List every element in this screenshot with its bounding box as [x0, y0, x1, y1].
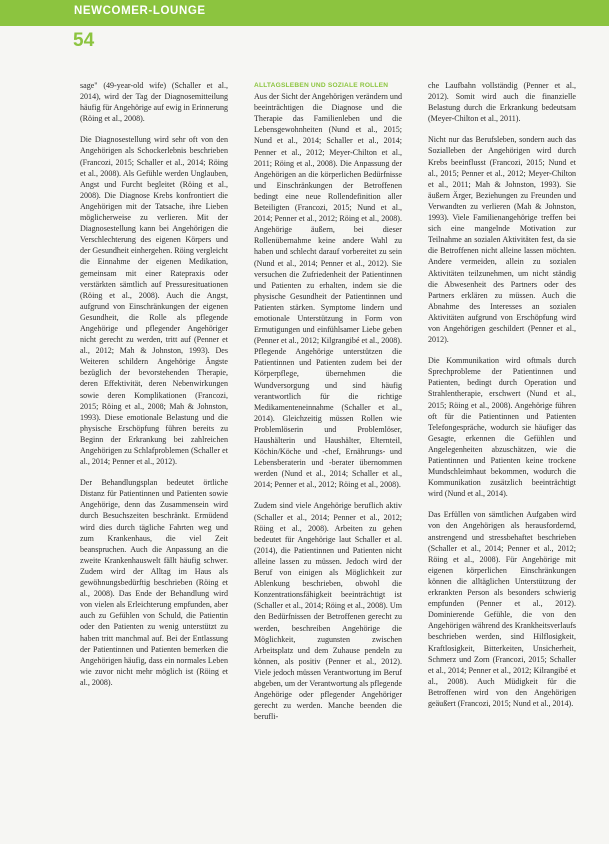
text-column-3 [428, 80, 576, 719]
section-subheading: ALLTAGSLEBEN UND SOZIALE ROLLEN [254, 82, 389, 89]
paragraph: sage" (49-year-old wife) (Schaller et al., 2014), wird der Tag der Diagnosemitteilung häufig für Angehörige auf ewig in Erinnerung (Röing et al., 2008). [80, 81, 228, 124]
paragraph: che Laufbahn vollständig (Penner et al., 2012). Somit wird auch die finanzielle Belastung durch die Erkrankung bedeutsam (Meyer-Chilton et al., 2011). [428, 81, 576, 124]
paragraph: Das Erfüllen von sämtlichen Aufgaben wird von den Angehörigen als herausfordernd, anstrengend und stressbehaftet beschrieben (Schaller et al., 2014; Penner et al., 2012; Röing et al., 2008). Für Angehörige mit eigenen körperlichen Einschränkungen können die alltäglichen Unterstützung der erkrankten Person als besonders schwierig empfunden (Penner et al., 2012). Dominierende Gefühle, die von den Angehörigen während des Krankheitsverlaufs beschrieben werden, sind Hilflosigkeit, Kraftlosigkeit, Bitterkeiten, Unsicherheit, Schmerz und Zorn (Francozi, 2015; Schaller et al., 2014; Penner et al., 2012; Kilrangibé et al., 2008). Auch Müdigkeit für die Betroffenen wird von den Angehörigen geäußert (Francozi, 2015; Nund et al., 2014). [428, 510, 576, 708]
text-column-1 [80, 80, 228, 698]
paragraph: Die Diagnosestellung wird sehr oft von den Angehörigen als Schockerlebnis beschrieben (Francozi, 2015; Schaller et al., 2014; Röing et al., 2008). Als Gefühle werden Unglauben, Angst und Furcht begleitet (Röing et al., 2008). Die Diagnose Krebs konfrontiert die Angehörigen mit der Tatsache, ihre Lieben möglicherweise zu verlieren. Mit der Diagnosestellung kann bei Angehörigen die Verschlechterung des eigenen Körpers und der Gesundheit einhergehen. Röing vergleicht die Einnahme der eigenen Medikation, gemeinsam mit einer Ratepraxis oder verstärkten sämtlich auf Pressuresituationen (Röing et al., 2008). Auch die Angst, aufgrund von Einschränkungen der eigenen Gesundheit, die Rolle als pflegende Angehörige und pflegender Angehöriger nicht gerecht zu werden, tritt auf (Penner et al., 2012; Mah & Johnston, 1993). Des Weiteren schildern Angehörige Ängste bezüglich der bevorstehenden Therapie, deren Effektivität, deren Nebenwirkungen sowie deren Komplikationen (Francozi, 2015; Röing et al., 2008; Mah & Johnston, 1993). Diese emotionale Belastung und die physische Erschöpfung führen bereits zu Beginn der Erkrankung bei zahlreichen Angehörigen zu Schlafproblemen (Schaller et al., 2014; Penner et al., 2012). [80, 135, 228, 467]
paragraph: Der Behandlungsplan bedeutet örtliche Distanz für Patientinnen und Patienten sowie Angehörige, denn das Zusammensein wird durch Besuchszeiten beschränkt. Ermüdend wird dies durch tägliche Fahrten weg und zum Krankenhaus, die viel Zeit beanspruchen. Auch die Anpassung an die zweite Krankenhauswelt fällt häufig schwer. Zudem wird der Alltag im Haus als gewöhnungsbedürftig beschrieben (Röing et al., 2008). Das Ende der Behandlung wird von vielen als Erleichterung empfunden, aber auch zu Gefühlen von Schuld, die Patientin oder den Patienten zu wenig unterstützt zu haben tritt manchmal auf. Bei der Entlassung der Patientinnen und Patienten bemerken die Angehörigen häufig, dass ein normales Leben wie zuvor nicht mehr möglich ist (Röing et al., 2008). [80, 478, 228, 687]
paragraph: Zudem sind viele Angehörige beruflich aktiv (Schaller et al., 2014; Penner et al., 2012; Röing et al., 2008). Arbeiten zu gehen bedeutet für Angehörige laut Schaller et al. (2014), die Patientinnen und Patienten nicht alleine lassen zu müssen. Jedoch wird der Beruf von einigen als Möglichkeit zur Ablenkung beschrieben, obwohl die Konzentrationsfähigkeit beeinträchtigt ist (Schaller et al., 2014; Röing et al., 2008). Um den Bedürfnissen der Betroffenen gerecht zu werden, beschreiben Angehörige die Möglichkeit, zugunsten zwischen Arbeitsplatz und dem Zuhause pendeln zu können, als positiv (Penner et al., 2012). Viele jedoch müssen Verantwortung im Beruf abgeben, um der Verantwortung als pflegende Angehörige oder pflegender Angehöriger gerecht zu werden. Manche beenden die berufli- [254, 501, 402, 722]
page-number: 54 [73, 30, 95, 51]
paragraph: Die Kommunikation wird oftmals durch Sprechprobleme der Patientinnen und Patienten, bedingt durch Operation und Strahlentherapie, erschwert (Nund et al., 2015; Röing et al., 2008). Angehörige führen oft für die Patientinnen und Patienten Telefongespräche, wodurch sie häufiger das Gesagte, erkennen die Gefühlen und Angelegenheiten abzuschätzen, wie die Patientinnen und Patienten keine trockene Mundschleimhaut bekommen, wodurch die Kommunikation zusätzlich beeinträchtigt wird (Nund et al., 2014). [428, 356, 576, 499]
text-column-2 [254, 80, 402, 732]
paragraph: Aus der Sicht der Angehörigen verändern und beeinträchtigen die Diagnose und die Therapie das Familienleben und die Lebensgewohnheiten (Nund et al., 2015; Nund et al., 2014; Schaller et al., 2014; Penner et al., 2012; Meyer-Chilton et al., 2011; Röing et al., 2008). Die Anpassung der Angehörigen an die körperlichen Bedürfnisse und Einschränkungen der Betroffenen bedingt eine neue Rollendefinition aller Beteiligten (Francozi, 2015; Nund et al., 2014; Penner et al., 2012; Röing et al., 2008). Angehörige äußern, bei dieser Rollenübernahme keine andere Wahl zu haben und schlecht darauf vorbereitet zu sein (Nund et al., 2014; Penner et al., 2012). Sie versuchen die Zufriedenheit der Patientinnen und Patienten zu erhalten, indem sie die physische Gesundheit der Patientinnen und Patienten stärken. Symptome lindern und emotionale Unterstützung in Form von Ermutigungen und einfühlsamer Liebe geben (Penner et al., 2012; Kilgrangibé et al., 2008). Pflegende Angehörige unterstützen die Patientinnen und Patienten zudem bei der Körperpflege, übernehmen die Wundversorgung und sind häufig verantwortlich für die richtige Medikamenteneinnahme (Schaller et al., 2014). Gleichzeitig müssen Rollen wie Problemlöserin und Problemlöser, Haushälterin und Haushälter, Elternteil, Köchin/Köche und -chef, Ernährungs- und Lebensberaterin und -berater übernommen werden (Nund et al., 2014; Schaller et al., 2014; Penner et al., 2012; Röing et al., 2008). [254, 92, 402, 490]
paragraph: Nicht nur das Berufsleben, sondern auch das Sozialleben der Angehörigen wird durch Krebs beeinflusst (Francozi, 2015; Nund et al., 2015; Penner et al., 2012; Meyer-Chilton et al., 2011; Mah & Johnston, 1993). Sie äußern Ärger, Beziehungen zu Freunden und Verwandten zu verlieren (Mah & Johnston, 1993). Viele Familienangehörige treffen bei sich eine mangelnde Motivation zur Teilnahme an sozialen Aktivitäten fest, da sie die Betroffenen nicht alleine lassen möchten. Andere vermeiden, allein zu sozialen Aktivitäten teilzunehmen, um nicht ständig die Abwesenheit des Partners oder des Partners erklären zu müssen. Auch die Abnahme des Interesses an sozialen Aktivitäten aufgrund von Erschöpfung wird von Angehörigen geschildert (Penner et al., 2012). [428, 135, 576, 345]
section-title: NEWCOMER-LOUNGE [74, 5, 206, 17]
